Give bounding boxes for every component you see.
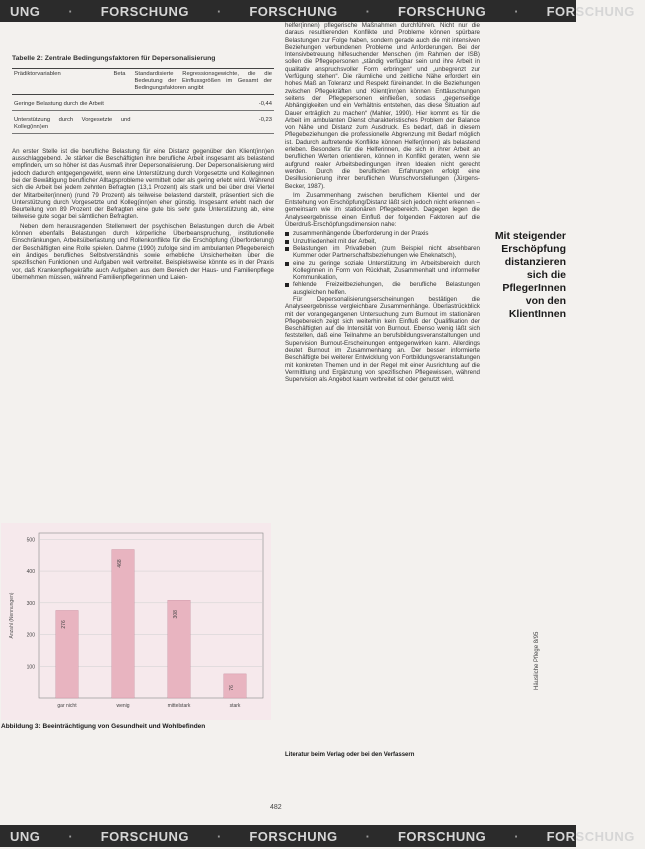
table-cell: Geringe Belastung durch die Arbeit xyxy=(12,95,133,111)
table-cell: -0,44 xyxy=(133,95,275,111)
bar-value-label: 308 xyxy=(173,610,179,619)
banner-separator: · xyxy=(68,828,73,844)
issue-label: Häusliche Pflege 8/95 xyxy=(534,631,540,690)
banner-word: FORSCHUNG xyxy=(100,3,190,19)
table-cell: -0,23 xyxy=(133,111,275,134)
table-title: Tabelle 2: Zentrale Bedingungsfaktoren für Depersonalisierung xyxy=(12,55,216,62)
x-tick-label: gar nicht xyxy=(57,703,77,709)
banner-separator: · xyxy=(365,3,370,19)
y-tick-label: 500 xyxy=(26,537,35,544)
x-tick-label: mittelstark xyxy=(167,703,191,709)
banner-separator: · xyxy=(365,828,370,844)
banner-separator: · xyxy=(217,828,222,844)
x-tick-label: stark xyxy=(229,703,241,709)
banner-word: UNG xyxy=(10,828,41,844)
table-header-cell: Beta xyxy=(112,69,133,95)
list-item: zusammenhängende Überforderung in der Praxis xyxy=(285,230,480,237)
y-tick-label: 100 xyxy=(26,664,35,671)
y-tick-label: 200 xyxy=(26,632,35,639)
banner-word: FORSCHUNG xyxy=(546,828,635,844)
banner-word: FORSCHUNG xyxy=(100,828,190,844)
page-number: 482 xyxy=(270,804,282,811)
banner-word: FORSCHUNG xyxy=(546,3,635,19)
bar xyxy=(112,550,134,699)
banner-separator: · xyxy=(514,3,519,19)
credit-line: Literatur beim Verlag oder bei den Verfassern xyxy=(285,752,415,758)
banner-word: UNG xyxy=(10,3,41,19)
body-paragraph: Im Zusammenhang zwischen beruflichem Klientel und der Entstehung von Erschöpfung/Distanz läßt sich jedoch nicht erkennen – gemeinsam wie im stationären Pflegebereich. Dagegen legen die Analyseergebnisse einen Einfluß der folgenden Faktoren auf die Überdruß-Erschöpfungsdimension nahe: xyxy=(285,191,480,229)
body-paragraph: helfer(innen) pflegerische Maßnahmen durchführen. Nicht nur die daraus resultierenden Konflikte und Probleme können spürbare Belastungen zur Folge haben, sondern gerade auch die mit intensiven Beziehungen verbundenen Probleme und Anforderungen. Bei der Intensivbetreuung hilfesuchender Menschen (im Rahmen der ISB) sollen die Pflegepersonen „ständig verfügbar sein und ihre Arbeit in qualitativ anspruchsvoller Form erbringen“ und „unbegrenzt zur Verfügung stehen“. Die räumliche und zeitliche Nähe erfordert ein hohes Maß an Toleranz und Respekt füreinander. In die Beziehungen zwischen Pflegekräften und Klient(inn)en können Enttäuschungen seitens der Pflegepersonen einfließen, sodass „gegenseitige Abhängigkeiten und ein Verhältnis entstehen, das diese Situation auf Dauer erträglich zu machen“ (Mahler, 1990). Hier kommt es für die Arbeit im ambulanten Dienst charakteristisches Problem der Balance von Nähe und Distanz zum Ausdruck. Es bedarf, daß in diesem Pflegebeziehungen die professionelle Abgrenzung mit Bedarf möglich ist. Dadurch auftretende Konflikte können Helfer(innen) als belastend erleben. Besonders für die Helferinnen, die sich in ihrer Arbeit an beruflichen Werten orientieren, können in Konflikt geraten, wenn sie aufgrund realer Arbeitsbedingungen ihren Idealen nicht gerecht werden. Durch die beruflichen Erfahrungen erfolgt eine Desillusionierung ihrer beruflichen Wunschvorstellungen (Jürgens-Becker, 1987). xyxy=(285,22,480,190)
y-axis-label: Anzahl (Nennungen) xyxy=(9,592,15,639)
body-paragraph: Neben dem herausragenden Stellenwert der psychischen Belastungen durch die Arbeit können ebenfalls Belastungen durch körperliche Überbeanspruchung, institutionelle Einschränkungen, Arbeitsüberlastung und Rollenkonflikte für die Erschöpfung (Überforderung) der Beschäftigten eine Rolle spielen. Dahme (1990) zufolge sind im ambulanten Pflegebereich ein ändiges berufliches Selbstverständnis sowie erhebliche Unsicherheiten über die spezifischen Funktionen und Aufgaben weit verbreitet. Beispielsweise könnte es in der Praxis vor, daß Krankenpflegekräfte auch Aufgaben aus dem Bereich der Haus- und Familienpflege übernehmen müssen, während Familienpflegerinnen und Laien- xyxy=(12,222,274,281)
regression-table xyxy=(12,68,274,134)
y-tick-label: 300 xyxy=(26,600,35,607)
pull-quote: Mit steigender Erschöpfung distanzieren sich die PflegerInnen von den KlientInnen xyxy=(494,230,566,320)
table-row xyxy=(12,95,274,111)
banner-word: FORSCHUNG xyxy=(397,3,487,19)
banner-separator: · xyxy=(217,3,222,19)
list-item: fehlende Freizeitbeziehungen, die berufliche Belastungen ausgleichen helfen. xyxy=(285,281,480,296)
banner-word: FORSCHUNG xyxy=(249,828,338,844)
bar-value-label: 276 xyxy=(61,620,67,629)
table-header-cell: Prädiktorvariablen xyxy=(12,69,112,95)
bar-chart xyxy=(1,523,271,720)
list-item: eine zu geringe soziale Unterstützung im Arbeitsbereich durch Kolleginnen in Form von Rückhalt, Zusammenhalt und informeller Kommunikation, xyxy=(285,260,480,282)
y-tick-label: 400 xyxy=(26,569,35,576)
banner-separator: · xyxy=(514,828,519,844)
body-paragraph: An erster Stelle ist die berufliche Belastung für eine Distanz gegenüber den Klient(inn)en ausschlaggebend. Je stärker die Beschäftigten ihre berufliche Arbeit insgesamt als belastend empfinden, um so höher ist das Ausmaß ihrer Depersonalisierung. Der Depersonalisierung wird jedoch dadurch entgegengewirkt, wenn eine Unterstützung durch Vorgesetzte und Kolleginnen bei der Bewältigung beruflicher Alltagsprobleme vermittelt oder als gering erlebt wird. Während sich die Arbeit bei jedem zehnten Befragten (13,1 Prozent) als stark und bei über drei Viertel der Mitarbeiter(innen) (rund 79 Prozent) als teilweise belastend darstellt, präsentiert sich die Unterstützung durch Vorgesetzte und Kolleg(inn)en eher günstig. Insgesamt erlebt nach der Beurteilung von 89 Prozent der Befragten eine gute bis sehr gute Unterstützung ab, eine teilweise gute sogar bei sämtlichen Befragten. xyxy=(12,147,274,221)
bar-value-label: 468 xyxy=(117,559,123,568)
table-cell: Unterstützung durch Vorgesetzte und Kolleg(inn)en xyxy=(12,111,133,134)
x-tick-label: wenig xyxy=(116,703,130,709)
banner-word: FORSCHUNG xyxy=(397,828,487,844)
banner-word: FORSCHUNG xyxy=(249,3,338,19)
left-column xyxy=(12,55,274,283)
bottom-banner xyxy=(0,825,635,847)
top-banner xyxy=(0,0,635,22)
table-header-row xyxy=(12,69,274,95)
list-item: Belastungen im Privatleben (zum Beispiel nicht absehbaren Kummer oder Partnerschaftsbeziehungen wie Eheknatsch), xyxy=(285,245,480,260)
banner-separator: · xyxy=(68,3,73,19)
right-column xyxy=(285,22,480,386)
table-header-cell: Standardisierte Regressionsgewichte, die die Bedeutung der Einflussgrößen im Gesamt der Bedingungsfaktoren angibt xyxy=(133,69,275,95)
table-row xyxy=(12,111,274,134)
body-paragraph: Für Depersonalisierungserscheinungen bestätigen die Analyseergebnisse vergleichbare Zusammenhänge. Überlastrückblick mit der vorangegangenen Untersuchung zum Burnout im stationären Pflegebereich zeigt sich weiterhin kein Einfluß der Qualifikation der Beschäftigten auf die Intensität von Burnout. Ebenso wenig läßt sich feststellen, daß eine Teilnahme an berufsbildungsveranstaltungen und Supervision Burnout-Erscheinungen entgegenwirken kann. Allerdings deutet Burnout im Zusammenhang an. Der besser informierte Beschäftigte bei weiterer Entwicklung von Fortbildungsveranstaltungen mit konkreten Themen und in der Regel mit einer Ausrichtung auf die Vermittlung und Ergänzung von spezifischen Pflegewissen, während Supervision als Angebot kaum verbreitet ist oder genutzt wird. xyxy=(285,295,480,384)
chart-svg xyxy=(1,523,271,720)
bar-value-label: 76 xyxy=(229,685,235,691)
chart-caption: Abbildung 3: Beeinträchtigung von Gesundheit und Wohlbefinden xyxy=(1,723,206,730)
list-item: Unzufriedenheit mit der Arbeit, xyxy=(285,238,480,245)
